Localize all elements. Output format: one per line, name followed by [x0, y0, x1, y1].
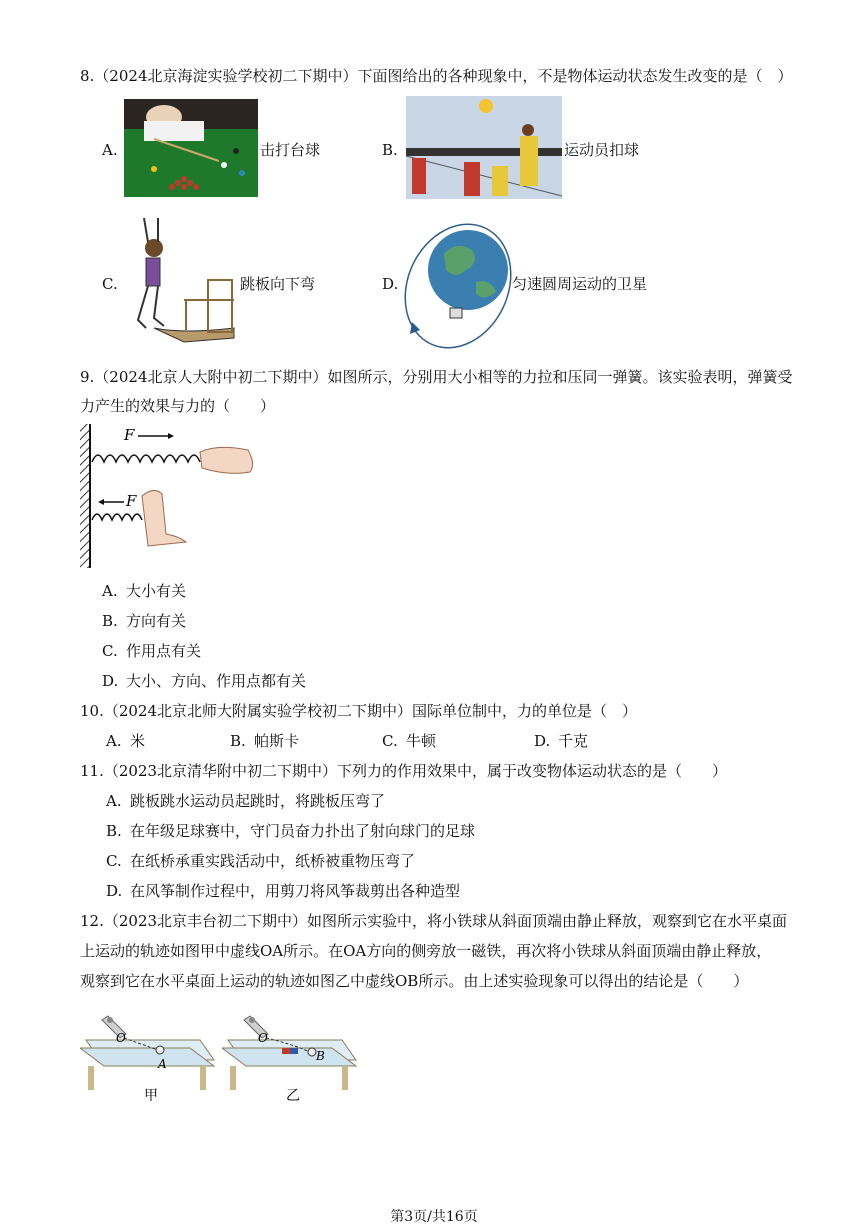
q8-stem: 8.（2024北京海淀实验学校初二下期中）下面图给出的各种现象中，不是物体运动状态发生改变的是（ ） — [80, 67, 793, 85]
q9-stem-line1: 9.（2024北京人大附中初二下期中）如图所示，分别用大小相等的力拉和压同一弹簧。该实验表明，弹簧受 — [80, 368, 793, 386]
q11-option-c-letter: C. — [106, 852, 122, 870]
figure-jia-table — [80, 1010, 220, 1106]
pull-force-label: F — [124, 426, 135, 444]
q10-option-c-letter: C. — [382, 732, 398, 750]
diving-board-illustration — [124, 210, 240, 348]
q12-line2: 上运动的轨迹如图甲中虚线OA所示。在OA方向的侧旁放一磁铁，再次将小铁球从斜面顶端由静止释放， — [80, 942, 772, 960]
q10-option-c-text: 牛顿 — [406, 732, 437, 750]
q11-option-d-letter: D. — [106, 882, 123, 900]
q10-option-d-letter: D. — [534, 732, 551, 750]
q11-option-a-letter: A. — [106, 792, 122, 810]
q9-stem-line2: 力产生的效果与力的（ ） — [80, 397, 276, 415]
billiards-photo — [124, 99, 258, 197]
q11-stem: 11.（2023北京清华附中初二下期中）下列力的作用效果中，属于改变物体运动状态的是（ ） — [80, 762, 728, 780]
page-footer: 第3页/共16页 — [390, 1209, 478, 1225]
q9-option-b-text: 方向有关 — [126, 612, 187, 630]
q12-line3: 观察到它在水平桌面上运动的轨迹如图乙中虚线OB所示。由上述实验现象可以得出的结论是（ ） — [80, 972, 749, 990]
q9-option-a-letter: A. — [102, 582, 118, 600]
fig-jia-caption: 甲 — [144, 1088, 158, 1104]
q9-option-d-letter: D. — [102, 672, 119, 690]
q8-option-c-letter: C. — [102, 275, 118, 293]
q9-option-c-text: 作用点有关 — [126, 642, 202, 660]
q11-option-b-text: 在年级足球赛中，守门员奋力扑出了射向球门的足球 — [130, 822, 476, 840]
q11-option-d-text: 在风筝制作过程中，用剪刀将风筝裁剪出各种造型 — [130, 882, 461, 900]
q10-option-d-text: 千克 — [558, 732, 589, 750]
push-force-label: F — [126, 492, 137, 510]
q8-option-b-text: 运动员扣球 — [564, 141, 640, 159]
fig-yi-b-label: B — [316, 1049, 325, 1063]
satellite-orbit-illustration — [400, 210, 514, 352]
q8-option-c-text: 跳板向下弯 — [240, 275, 316, 293]
q9-option-b-letter: B. — [102, 612, 118, 630]
q8-option-a-letter: A. — [102, 141, 118, 159]
q10-option-b-text: 帕斯卡 — [254, 732, 300, 750]
fig-yi-caption: 乙 — [286, 1088, 300, 1104]
q10-option-a-letter: A. — [106, 732, 122, 750]
fig-jia-o-label: O — [116, 1031, 126, 1045]
q8-option-a-text: 击打台球 — [260, 141, 321, 159]
q11-option-a-text: 跳板跳水运动员起跳时，将跳板压弯了 — [130, 792, 386, 810]
q8-option-d-letter: D. — [382, 275, 399, 293]
q8-option-d-text: 匀速圆周运动的卫星 — [512, 275, 648, 293]
q9-option-c-letter: C. — [102, 642, 118, 660]
fig-jia-a-label: A — [158, 1057, 167, 1071]
q9-option-a-text: 大小有关 — [126, 582, 187, 600]
spring-force-figure — [78, 424, 258, 568]
q9-option-d-text: 大小、方向、作用点都有关 — [126, 672, 307, 690]
fig-yi-o-label: O — [258, 1031, 268, 1045]
figure-yi-table — [222, 1010, 362, 1106]
q11-option-b-letter: B. — [106, 822, 122, 840]
q10-stem: 10.（2024北京北师大附属实验学校初二下期中）国际单位制中，力的单位是（ ） — [80, 702, 638, 720]
q10-option-b-letter: B. — [230, 732, 246, 750]
q11-option-c-text: 在纸桥承重实践活动中，纸桥被重物压弯了 — [130, 852, 416, 870]
q8-option-b-letter: B. — [382, 141, 398, 159]
q10-option-a-text: 米 — [130, 732, 146, 750]
volleyball-photo — [406, 96, 562, 199]
q12-line1: 12.（2023北京丰台初二下期中）如图所示实验中，将小铁球从斜面顶端由静止释放，观察到它在水平桌面 — [80, 912, 788, 930]
